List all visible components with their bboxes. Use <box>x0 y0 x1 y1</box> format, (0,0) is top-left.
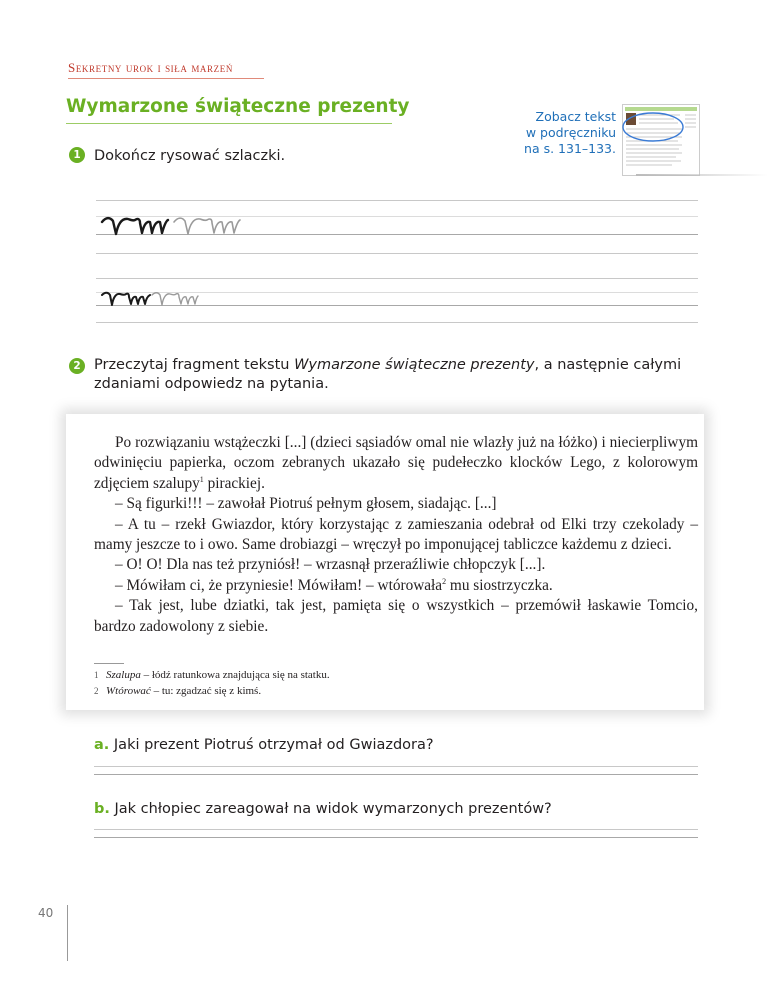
passage-paragraph <box>94 433 698 494</box>
passage-paragraph: – Tak jest, lube dziatki, tak jest, pamięta się o wszystkich – przemówił łaskawie Tomcio, bardzo zadowolony z siebie. <box>94 597 698 635</box>
task-2-text-after: , a następnie całymi zdaniami odpowiedz na pytania. <box>94 357 682 392</box>
footnote-term: Wtórować <box>106 685 151 697</box>
textbook-page-thumbnail-icon <box>622 104 700 176</box>
footnote-definition: – tu: zgadzać się z kimś. <box>150 685 262 697</box>
question-text: Jak chłopiec zareagował na widok wymarzonych prezentów? <box>109 801 552 817</box>
passage-text: – Mówiłam ci, że przyniesie! Mówiłam! – wtórowała <box>115 576 443 594</box>
task-2-text-before: Przeczytaj fragment tekstu <box>94 357 295 373</box>
question-letter: a. <box>94 737 110 753</box>
footnote <box>94 668 330 682</box>
chapter-divider <box>68 78 264 79</box>
passage-text: mu siostrzyczka. <box>446 576 553 594</box>
footnote-divider <box>94 663 124 664</box>
reference-line-3: na s. 131–133. <box>524 141 616 156</box>
footnote-term: Szalupa <box>106 669 141 681</box>
footer-divider <box>67 905 68 961</box>
thumbnail-shadow <box>636 174 768 176</box>
page-title: Wymarzone świąteczne prezenty <box>66 96 410 117</box>
answer-line[interactable] <box>94 837 698 838</box>
task-2-text-title: Wymarzone świąteczne prezenty <box>294 357 535 373</box>
footnote-definition: – łódź ratunkowa znajdująca się na statku. <box>140 669 330 681</box>
passage-paragraph: – O! O! Dla nas też przyniósł! – wrzasnął przeraźliwie chłopczyk [...]. <box>115 556 546 574</box>
passage-text: Po rozwiązaniu wstążeczki [...] (dzieci sąsiadów omal nie wlazły już na łóżko) i niecierpliwym odwinięciu papierka, oczom zebranych ukazało się pudełeczko klocków Lego, z kolorowym zdjęciem szalupy <box>94 434 698 492</box>
footnote-number: 2 <box>94 686 99 696</box>
answer-line[interactable] <box>94 774 698 775</box>
question-a <box>94 736 434 755</box>
page-number: 40 <box>38 906 54 920</box>
title-underline <box>66 123 392 124</box>
guide-line <box>96 200 698 201</box>
task-2-number-badge: 2 <box>69 358 85 374</box>
passage-paragraph <box>94 576 698 596</box>
answer-line[interactable] <box>94 766 698 767</box>
passage-paragraph: – Są figurki!!! – zawołał Piotruś pełnym głosem, siadając. [...] <box>115 495 497 513</box>
pattern-sample-1-icon <box>100 212 248 238</box>
footnote-ref: 2 <box>442 576 447 586</box>
answer-line[interactable] <box>94 829 698 830</box>
footnote <box>94 684 261 698</box>
passage-text: pirackiej. <box>203 474 265 492</box>
question-letter: b. <box>94 801 110 817</box>
footnote-ref: 1 <box>199 474 204 484</box>
footnote-number: 1 <box>94 670 99 680</box>
guide-line <box>96 278 698 279</box>
passage-paragraph: – A tu – rzekł Gwiazdor, który korzystając z zamieszania odebrał od Elki trzy czekolady – mamy jeszcze to i owo. Same drobiazgi – wręczył po imponującej tabliczce każdemu z dzieci. <box>94 515 698 554</box>
pattern-sample-2-icon <box>100 288 200 308</box>
guide-line <box>96 322 698 323</box>
textbook-reference <box>516 109 616 157</box>
reference-line-2: w podręczniku <box>525 125 616 140</box>
task-1-instruction: Dokończ rysować szlaczki. <box>94 148 286 164</box>
question-b <box>94 800 552 819</box>
task-1-number-badge: 1 <box>69 147 85 163</box>
reference-line-1: Zobacz tekst <box>535 109 616 124</box>
task-2-instruction <box>94 356 694 394</box>
text-excerpt <box>94 433 698 637</box>
question-text: Jaki prezent Piotruś otrzymał od Gwiazdora? <box>109 737 434 753</box>
chapter-title: Sekretny urok i siła marzeń <box>68 60 233 75</box>
guide-line <box>96 253 698 254</box>
